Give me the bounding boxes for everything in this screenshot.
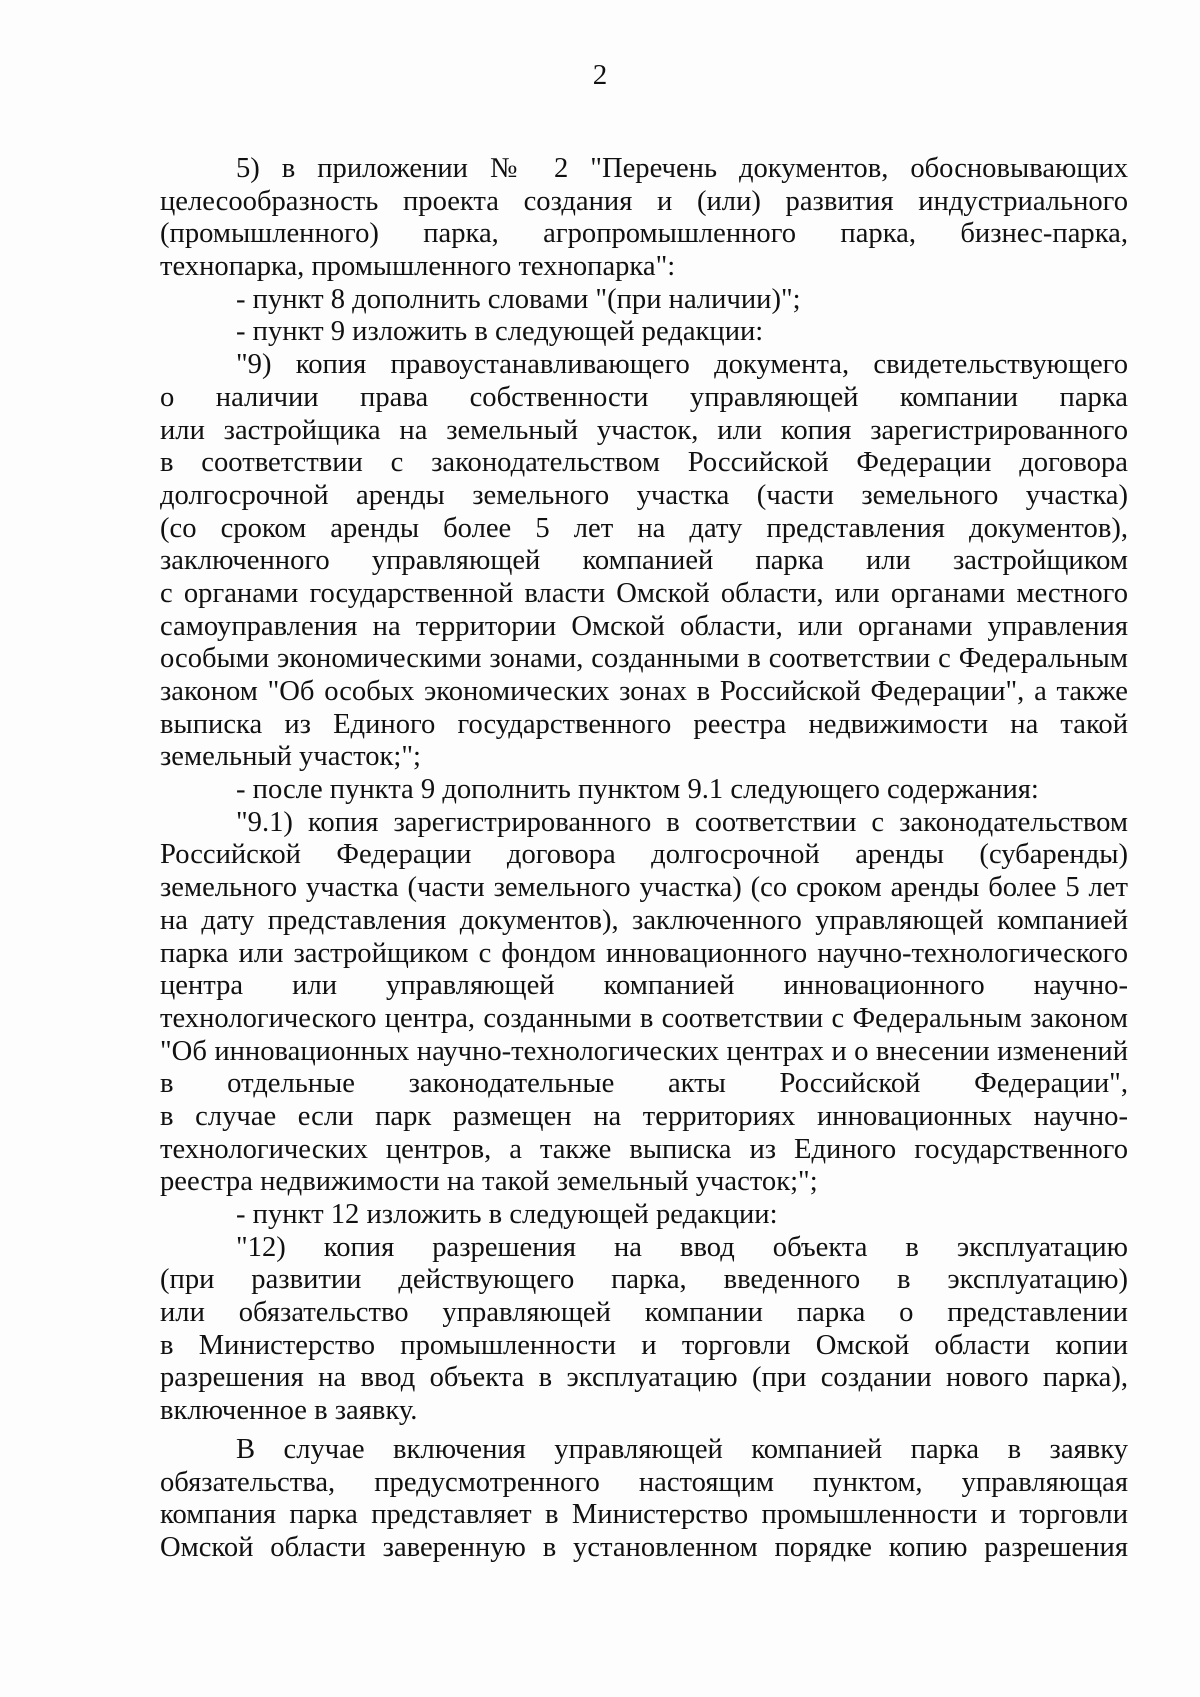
text-line: - пункт 8 дополнить словами "(при наличии)"; — [236, 283, 801, 315]
text-line: включенное в заявку. — [160, 1395, 418, 1427]
text-line: о наличии права собственности управляющей компании парка — [160, 381, 1128, 413]
text-line: в соответствии с законодательством Российской Федерации договора — [160, 447, 1128, 479]
text-line: центра или управляющей компанией инновационного научно- — [160, 970, 1128, 1002]
text-line: заключенного управляющей компанией парка или застройщиком — [160, 545, 1128, 577]
text-line: на дату представления документов), заключенного управляющей компанией — [160, 904, 1128, 936]
text-line: 5) в приложении № 2 "Перечень документов, обосновывающих — [236, 153, 1128, 184]
text-line: реестра недвижимости на такой земельный участок;"; — [160, 1166, 818, 1198]
text-line: - пункт 12 изложить в следующей редакции: — [236, 1199, 778, 1230]
text-line: технологических центров, а также выписка из Единого государственного — [160, 1133, 1128, 1165]
text-line: земельного участка (части земельного участка) (со сроком аренды более 5 лет — [160, 872, 1128, 904]
text-line: (при развитии действующего парка, введенного в эксплуатацию) — [160, 1264, 1128, 1296]
text-line: В случае включения управляющей компанией парка в заявку — [236, 1433, 1128, 1465]
text-line: самоуправления на территории Омской области, или органами управления — [160, 610, 1128, 642]
text-line: целесообразность проекта создания и (или) развития индустриального — [160, 185, 1128, 217]
text-line: с органами государственной власти Омской области, или органами местного — [160, 577, 1128, 609]
text-line: - пункт 9 изложить в следующей редакции: — [236, 316, 764, 348]
text-line: или застройщика на земельный участок, или копия зарегистрированного — [160, 414, 1128, 446]
text-line: земельный участок;"; — [160, 741, 421, 773]
text-line: - после пункта 9 дополнить пунктом 9.1 следующего содержания: — [236, 774, 1039, 806]
text-line: "Об инновационных научно-технологических центрах и о внесении изменений — [160, 1035, 1128, 1067]
text-line: "9.1) копия зарегистрированного в соответствии с законодательством — [236, 806, 1128, 838]
text-line: законом "Об особых экономических зонах в Российской Федерации", а также — [160, 676, 1128, 707]
text-line: или обязательство управляющей компании парка о представлении — [160, 1297, 1128, 1329]
text-line: особыми экономическими зонами, созданными в соответствии с Федеральным — [160, 643, 1128, 675]
text-line: (промышленного) парка, агропромышленного парка, бизнес-парка, — [160, 218, 1128, 250]
text-line: парка или застройщиком с фондом инновационного научно-технологического — [160, 937, 1128, 969]
text-line: в случае если парк размещен на территориях инновационных научно- — [160, 1100, 1128, 1132]
text-line: Омской области заверенную в установленном порядке копию разрешения — [160, 1531, 1128, 1563]
text-line: Российской Федерации договора долгосрочной аренды (субаренды) — [160, 839, 1128, 871]
text-line: разрешения на ввод объекта в эксплуатацию (при создании нового парка), — [160, 1362, 1128, 1394]
text-line: долгосрочной аренды земельного участка (части земельного участка) — [160, 479, 1128, 511]
text-line: обязательства, предусмотренного настоящим пунктом, управляющая — [160, 1466, 1128, 1498]
text-line: (со сроком аренды более 5 лет на дату представления документов), — [160, 512, 1128, 544]
text-line: технологического центра, созданными в соответствии с Федеральным законом — [160, 1002, 1128, 1034]
text-line: выписка из Единого государственного реестра недвижимости на такой — [160, 708, 1128, 740]
text-line: технопарка, промышленного технопарка": — [160, 251, 676, 283]
document-body — [160, 153, 1128, 1565]
page-number: 2 — [592, 59, 608, 91]
text-line: "12) копия разрешения на ввод объекта в эксплуатацию — [236, 1231, 1128, 1263]
text-line: в отдельные законодательные акты Российской Федерации", — [160, 1068, 1128, 1100]
text-line: в Министерство промышленности и торговли Омской области копии — [160, 1329, 1128, 1361]
text-line: "9) копия правоустанавливающего документа, свидетельствующего — [236, 349, 1128, 381]
text-line: компания парка представляет в Министерство промышленности и торговли — [160, 1499, 1128, 1531]
